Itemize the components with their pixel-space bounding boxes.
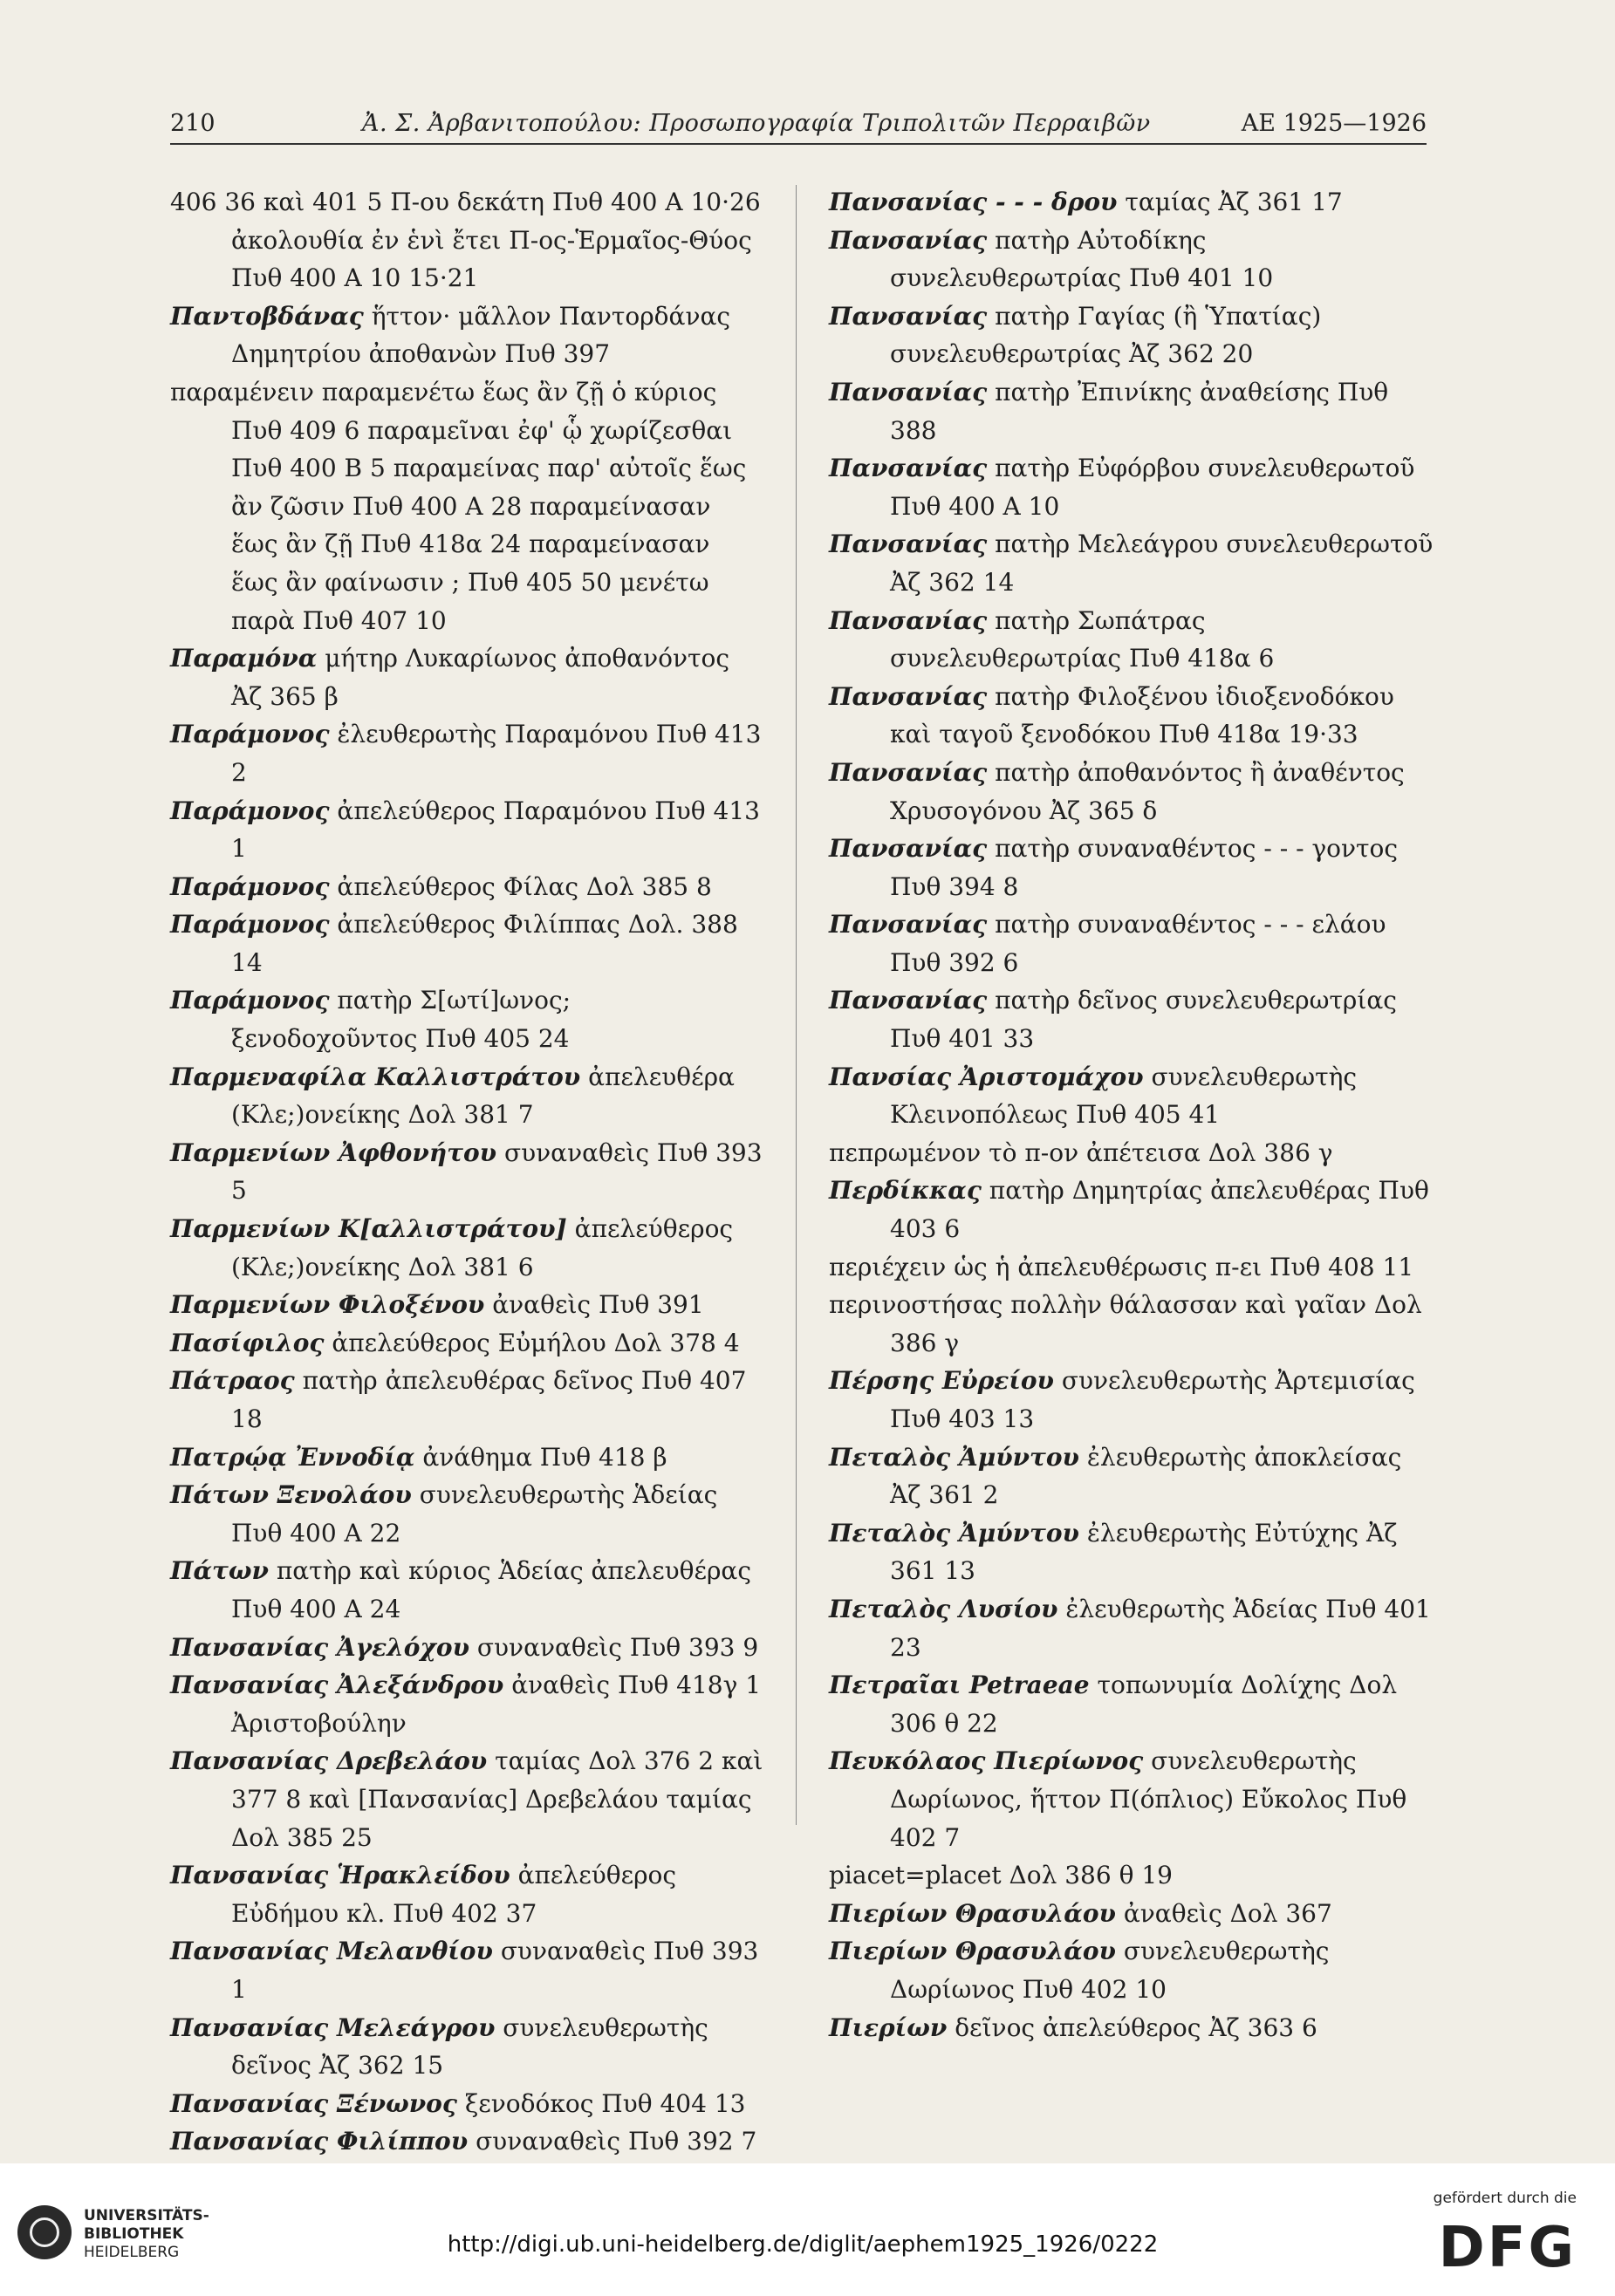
entry-name: Πανσανίας Μελανθίου [170, 1937, 493, 1966]
entry-name: Πεταλὸς Ἀμύντου [829, 1518, 1079, 1548]
entry-text: συνελευθερωτὴς Ἀρτεμισίας Πυθ 403 13 [890, 1366, 1415, 1433]
entry-text: συνελευθερωτὴς δεῖνος Ἀζ 362 15 [231, 2012, 708, 2081]
entry-name: Πανσανίας [829, 986, 988, 1015]
entry-text: ἀπελεύθερος Εὐμήλου Δολ 378 4 [332, 1328, 740, 1357]
entry-text: ἀπελεύθερος Παραμόνου Πυθ 413 1 [231, 796, 760, 864]
index-entry [829, 905, 1440, 981]
entry-text: πατὴρ Δημητρίας ἀπελευθέρας Πυθ 403 6 [890, 1176, 1429, 1244]
index-entry [829, 754, 1440, 830]
entry-text: ἀπελεύθερος (Κλε;)ονείκης Δολ 381 6 [231, 1214, 734, 1281]
entry-name: Πανσανίας [829, 225, 988, 255]
entry-text: περιέχειν ὡς ἡ ἀπελευθέρωσις π-ει Πυθ 408 11 [829, 1252, 1414, 1281]
index-entry [829, 183, 1440, 222]
index-entry [170, 2122, 763, 2161]
entry-text: ἀπελευθέρα (Κλε;)ονείκης Δολ 381 7 [231, 1062, 735, 1130]
index-entry [829, 830, 1440, 905]
entry-name: Πανσανίας [829, 757, 988, 787]
entry-text: συναναθεὶς Πυθ 392 7 [476, 2127, 757, 2156]
entry-name: Πεταλὸς Λυσίου [829, 1594, 1058, 1623]
index-entry [170, 1856, 763, 1932]
entry-text: ἐλευθερωτὴς Ἁδείας Πυθ 401 23 [890, 1594, 1431, 1662]
entry-name: Πεταλὸς Ἀμύντου [829, 1442, 1079, 1472]
entry-text: ἐλευθερωτὴς ἀποκλείσας Ἀζ 361 2 [890, 1442, 1402, 1510]
entry-name: Πανσανίας [829, 834, 988, 864]
entry-name: Πανσανίας Ἀγελόχου [170, 1632, 469, 1662]
entry-name: Πανσανίας Δρεβελάου [170, 1746, 488, 1776]
index-entry [829, 602, 1440, 678]
index-entry [170, 1476, 763, 1552]
index-entry [170, 1552, 763, 1628]
entry-name: Πανσανίας [829, 605, 988, 635]
index-entry [829, 449, 1440, 525]
entry-text: συνελευθερωτὴς Κλεινοπόλεως Πυθ 405 41 [890, 1062, 1358, 1130]
index-entry [829, 525, 1440, 601]
entry-name: Πανσανίας Μελεάγρου [170, 2012, 496, 2042]
entry-text: ἀναθεὶς Πυθ 418γ 1 Ἀριστοβούλην [231, 1671, 762, 1738]
entry-text: πεπρωμένον τὸ π-ον ἀπέτεισα Δολ 386 γ [829, 1138, 1333, 1167]
entry-name: Πανσανίας [829, 301, 988, 331]
entry-name: Πανσανίας [829, 377, 988, 407]
seal-icon [17, 2205, 72, 2259]
funding-text: gefördert durch die [1433, 2190, 1577, 2207]
index-entry [170, 1362, 763, 1438]
entry-text: πατὴρ Μελεάγρου συνελευθερωτοῦ Ἀζ 362 14 [890, 530, 1434, 597]
entry-name: Περδίκκας [829, 1176, 982, 1206]
entry-text: ἀπελεύθερος Εὐδήμου κλ. Πυθ 402 37 [231, 1861, 677, 1928]
entry-text: πατὴρ συναναθέντος - - - ελάου Πυθ 392 6 [890, 910, 1386, 977]
index-entry [170, 639, 763, 715]
entry-text: συναναθεὶς Πυθ 393 1 [231, 1937, 759, 2004]
entry-text: συνελευθερωτὴς Δωρίωνος Πυθ 402 10 [890, 1937, 1330, 2004]
index-entry [829, 1286, 1440, 1362]
dfg-logo [1367, 2190, 1577, 2286]
index-entry [829, 1742, 1440, 1856]
entry-text: ἀπελεύθερος Φιλίππας Δολ. 388 14 [231, 910, 738, 977]
header-rule [170, 143, 1427, 145]
entry-name: Πέρσης Εὐρείου [829, 1366, 1054, 1396]
entry-text: ἀνάθημα Πυθ 418 β [422, 1442, 667, 1472]
entry-name: Πιερίων Θρασυλάου [829, 1937, 1116, 1966]
index-entry [829, 1134, 1440, 1172]
index-entry [170, 1742, 763, 1856]
entry-text: πατὴρ Γαγίας (ἢ Ὑπατίας) συνελευθερωτρίας Ἀζ 362 20 [890, 301, 1322, 369]
dfg-wordmark: DFG [1438, 2216, 1577, 2280]
entry-name: Πάτραος [170, 1366, 295, 1396]
index-entry [170, 2009, 763, 2085]
index-entry [170, 1438, 763, 1477]
running-header [170, 103, 1427, 145]
index-entry [829, 1248, 1440, 1287]
index-entry [170, 1286, 763, 1324]
index-entry [170, 2085, 763, 2123]
entry-name: Παραμόνα [170, 644, 318, 673]
permalink-url[interactable]: http://digi.ub.uni-heidelberg.de/diglit/aephem1925_1926/0222 [447, 2231, 1159, 2258]
column-divider [796, 185, 797, 1825]
index-entry [829, 678, 1440, 754]
entry-name: Πανσανίας Ξένωνος [170, 2088, 457, 2118]
entry-text: piacet=placet Δολ 386 θ 19 [829, 1861, 1173, 1890]
entry-text: πατὴρ ἀποθανόντος ἢ ἀναθέντος Χρυσογόνου Ἀζ 365 δ [890, 757, 1405, 825]
entry-text: ἀναθεὶς Δολ 367 [1123, 1898, 1332, 1928]
entry-name: Παράμονος [170, 871, 330, 901]
entry-name: Πανσανίας Ἡρακλείδου [170, 1861, 510, 1890]
index-entry [829, 1932, 1440, 2008]
entry-text: συνελευθερωτὴς Δωρίωνος, ἥττον Π(όπλιος) Εὔκολος Πυθ 402 7 [890, 1746, 1407, 1852]
index-entry [829, 297, 1440, 373]
entry-name: Πανσανίας Φιλίππου [170, 2127, 469, 2156]
entry-text: ξενοδόκος Πυθ 404 13 [464, 2088, 746, 2118]
index-entry [170, 1058, 763, 1134]
entry-name: Πατρῴᾳ Ἐννοδίᾳ [170, 1442, 415, 1472]
index-entry [170, 1324, 763, 1363]
index-entry [170, 1666, 763, 1742]
index-entry [170, 1134, 763, 1210]
entry-name: Παράμονος [170, 720, 330, 749]
index-entry [829, 1058, 1440, 1134]
index-entry [829, 1590, 1440, 1666]
index-entry [170, 1210, 763, 1286]
index-entry [829, 1438, 1440, 1514]
entry-name: Παρμενίων Ἀφθονήτου [170, 1138, 497, 1167]
entry-name: Πανσανίας [829, 681, 988, 711]
index-entry [829, 1514, 1440, 1590]
entry-name: Παρμενίων Φιλοξένου [170, 1290, 485, 1320]
entry-name: Παντοβδάνας [170, 301, 364, 331]
entry-text: συνελευθερωτὴς Ἁδείας Πυθ 400 Α 22 [231, 1480, 718, 1548]
entry-text: πατὴρ Αὐτοδίκης συνελευθερωτρίας Πυθ 401 10 [890, 225, 1274, 293]
entry-text: μήτηρ Λυκαρίωνος ἀποθανόντος Ἀζ 365 β [231, 644, 730, 711]
entry-text: ἀπελεύθερος Φίλας Δολ 385 8 [337, 871, 712, 901]
index-entry [170, 792, 763, 868]
index-entry [170, 297, 763, 373]
entry-name: Παρμεναφίλα Καλλιστράτου [170, 1062, 581, 1091]
index-entry [829, 222, 1440, 297]
library-name-line1: UNIVERSITÄTS- [84, 2207, 209, 2224]
entry-text: 406 36 καὶ 401 5 Π-ου δεκάτη Πυθ 400 Α 10·26 ἀκολουθία ἐν ἑνὶ ἔτει Π-ος-Ἑρμαῖος-Θύος Πυθ 400 Α 10 15·21 [170, 188, 761, 293]
index-entry [829, 981, 1440, 1057]
entry-text: δεῖνος ἀπελεύθερος Ἀζ 363 6 [955, 2012, 1317, 2042]
edition-label: ΑΕ 1925—1926 [1241, 110, 1427, 137]
index-entry [829, 2009, 1440, 2047]
library-name-line2: BIBLIOTHEK [84, 2225, 184, 2243]
entry-text: συναναθεὶς Πυθ 393 9 [476, 1632, 759, 1662]
entry-text: πατὴρ Σωπάτρας συνελευθερωτρίας Πυθ 418α 6 [890, 605, 1275, 673]
index-entry [829, 1856, 1440, 1895]
entry-name: Παρμενίων Κ[αλλιστράτου] [170, 1214, 567, 1244]
entry-text: ἐλευθερωτὴς Παραμόνου Πυθ 413 2 [231, 720, 762, 787]
entry-name: Πευκόλαος Πιερίωνος [829, 1746, 1144, 1776]
entry-text: πατὴρ Φιλοξένου ἰδιοξενοδόκου καὶ ταγοῦ ξενοδόκου Πυθ 418α 19·33 [890, 681, 1394, 749]
entry-text: πατὴρ Εὐφόρβου συνελευθερωτοῦ Πυθ 400 Α 10 [890, 454, 1415, 521]
library-name-line3: HEIDELBERG [84, 2244, 180, 2261]
entry-text: πατὴρ δεῖνος συνελευθερωτρίας Πυθ 401 33 [890, 986, 1397, 1054]
entry-name: Παράμονος [170, 986, 330, 1015]
index-entry [170, 373, 763, 639]
entry-text: ἀναθεὶς Πυθ 391 [492, 1290, 704, 1320]
entry-name: Παράμονος [170, 796, 330, 825]
entry-name: Πανσίας Ἀριστομάχου [829, 1062, 1144, 1091]
index-entry [829, 1172, 1440, 1247]
entry-name: Πιερίων Θρασυλάου [829, 1898, 1116, 1928]
index-entry [170, 183, 763, 297]
entry-name: Πιερίων [829, 2012, 948, 2042]
entry-text: περινοστήσας πολλὴν θάλασσαν καὶ γαῖαν Δολ 386 γ [829, 1290, 1422, 1357]
entry-name: Πετραῖαι Petraeae [829, 1671, 1090, 1700]
entry-name: Πανσανίας - - - δρου [829, 188, 1118, 216]
entry-name: Πανσανίας [829, 910, 988, 940]
entry-text: πατὴρ Σ[ωτί]ωνος; ξενοδοχοῦντος Πυθ 405 24 [231, 986, 571, 1054]
page-number: 210 [170, 110, 216, 137]
entry-text: πατὴρ ἀπελευθέρας δεῖνος Πυθ 407 18 [231, 1366, 747, 1433]
entry-name: Πανσανίας [829, 454, 988, 483]
right-column [829, 183, 1440, 2047]
entry-text: ἐλευθερωτὴς Εὐτύχης Ἀζ 361 13 [890, 1518, 1398, 1586]
entry-name: Πανσανίας [829, 530, 988, 559]
entry-text: παραμένειν παραμενέτω ἕως ἂν ζῇ ὁ κύριος Πυθ 409 6 παραμεῖναι ἐφ' ᾧ χωρίζεσθαι Πυθ 400 Β 5 παραμείνας παρ' αὐτοῖς ἕως ἂν ζῶσιν Πυθ 400 Α 28 παραμείνασαν ἕως ἂν ζῇ Πυθ 418α 24 παραμείνασαν ἕως ἂν φαίνωσιν ; Πυθ 405 50 μενέτω παρὰ Πυθ 407 10 [170, 377, 747, 635]
index-entry [170, 715, 763, 791]
entry-text: ταμίας Δολ 376 2 καὶ 377 8 καὶ [Πανσανίας] Δρεβελάου ταμίας Δολ 385 25 [231, 1746, 763, 1852]
index-entry [829, 1666, 1440, 1742]
index-entry [170, 981, 763, 1057]
entry-name: Παράμονος [170, 910, 330, 940]
entry-name: Πάτων [170, 1556, 269, 1586]
entry-text: πατὴρ καὶ κύριος Ἁδείας ἀπελευθέρας Πυθ 400 Α 24 [231, 1556, 752, 1623]
entry-text: ἥττον· μᾶλλον Παντορδάνας Δημητρίου ἀποθανὼν Πυθ 397 [231, 301, 731, 369]
footer-bar [0, 2163, 1615, 2296]
entry-text: πατὴρ συναναθέντος - - - γοντος Πυθ 394 8 [890, 834, 1399, 901]
index-entry [829, 1895, 1440, 1933]
entry-name: Πανσανίας Ἀλεξάνδρου [170, 1671, 504, 1700]
entry-text: πατὴρ Ἐπινίκης ἀναθείσης Πυθ 388 [890, 377, 1389, 445]
entry-name: Πάτων Ξενολάου [170, 1480, 412, 1510]
entry-text: τοπωνυμία Δολίχης Δολ 306 θ 22 [890, 1671, 1398, 1738]
index-entry [170, 1932, 763, 2008]
index-entry [829, 1362, 1440, 1438]
entry-text: ταμίας Ἀζ 361 17 [1125, 188, 1343, 216]
index-entry [170, 905, 763, 981]
entry-name: Πασίφιλος [170, 1328, 325, 1357]
index-entry [170, 1629, 763, 1667]
index-entry [829, 373, 1440, 449]
library-logo [17, 2198, 227, 2268]
entry-text: συναναθεὶς Πυθ 393 5 [231, 1138, 763, 1206]
running-title: Ἀ. Σ. Ἀρβανιτοπούλου: Προσωπογραφία Τριπολιτῶν Περραιβῶν [362, 110, 1151, 137]
left-column [170, 183, 763, 2237]
index-entry [170, 868, 763, 906]
